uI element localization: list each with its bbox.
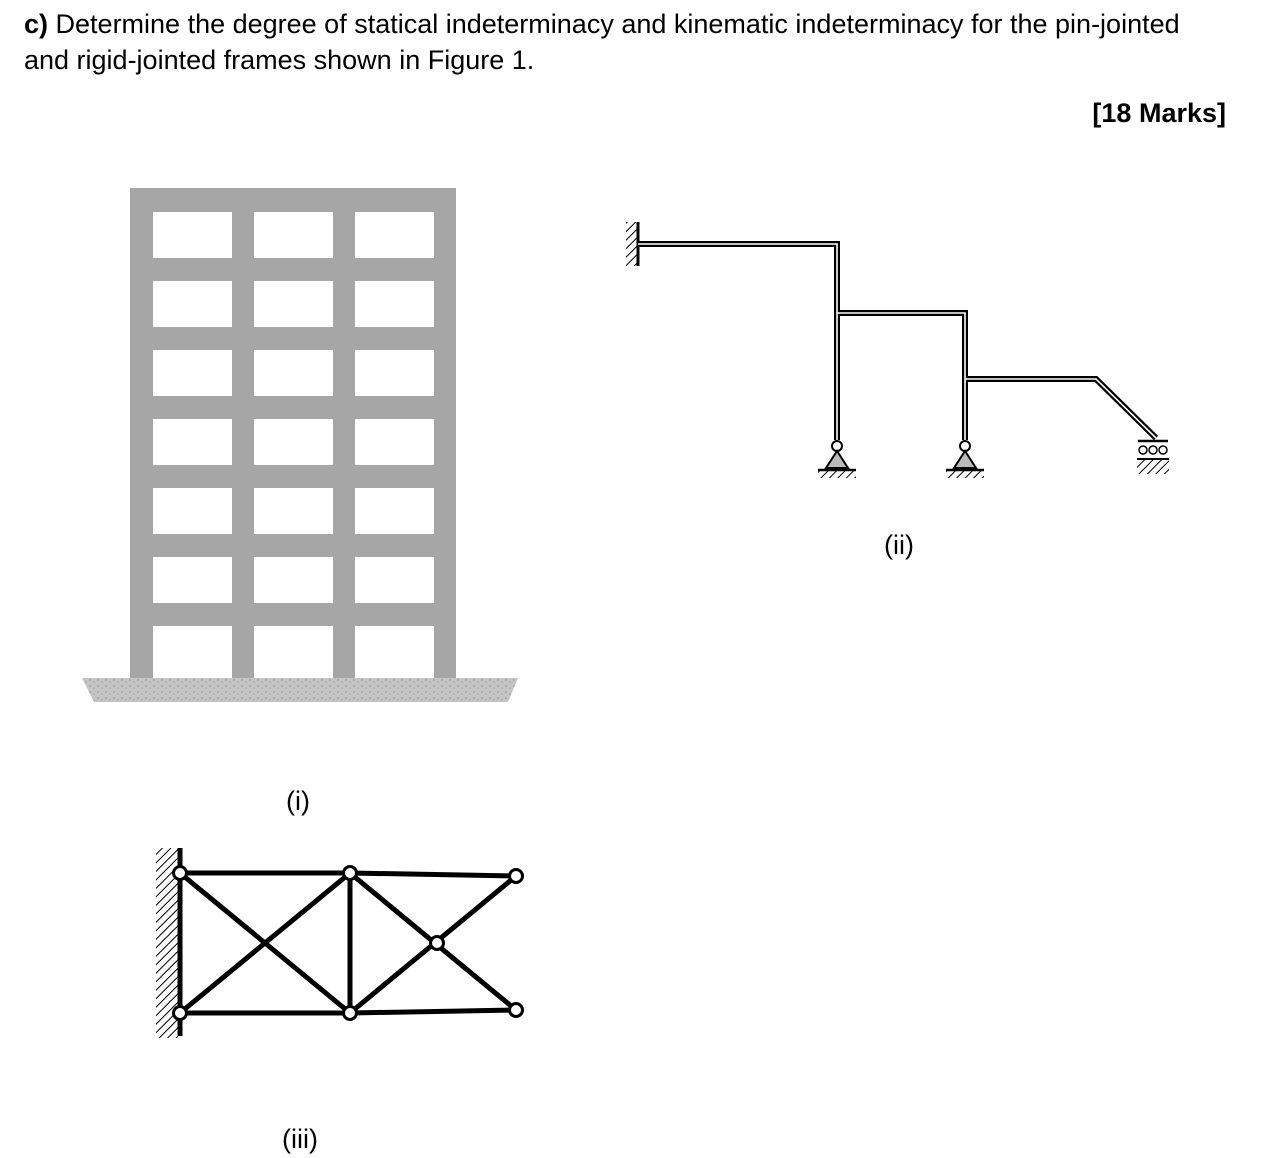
frame-ii-pin-support-2 bbox=[946, 441, 984, 478]
frame-ii bbox=[626, 222, 1169, 478]
truss-iii bbox=[156, 848, 523, 1038]
frame-ii-fixed-support bbox=[626, 222, 638, 266]
figure-iii-caption: (iii) bbox=[282, 1124, 318, 1154]
frame-ii-roller-support bbox=[1137, 441, 1169, 474]
figure-ii-caption: (ii) bbox=[884, 530, 914, 560]
figure-i-caption: (i) bbox=[286, 786, 310, 816]
question-part-label: c) bbox=[24, 9, 49, 39]
truss-iii-members bbox=[180, 873, 516, 1013]
frame-i-ground bbox=[82, 678, 518, 702]
frame-ii-pin-support-1 bbox=[818, 441, 856, 478]
marks-label: [18 Marks] bbox=[1092, 98, 1226, 128]
frame-i-building bbox=[82, 188, 518, 702]
question-body: Determine the degree of statical indeterminacy and kinematic indeterminacy for the pin-jointed and rigid-jointed frames shown in Figure 1. bbox=[24, 9, 1180, 75]
frame-ii-members bbox=[638, 244, 1156, 440]
